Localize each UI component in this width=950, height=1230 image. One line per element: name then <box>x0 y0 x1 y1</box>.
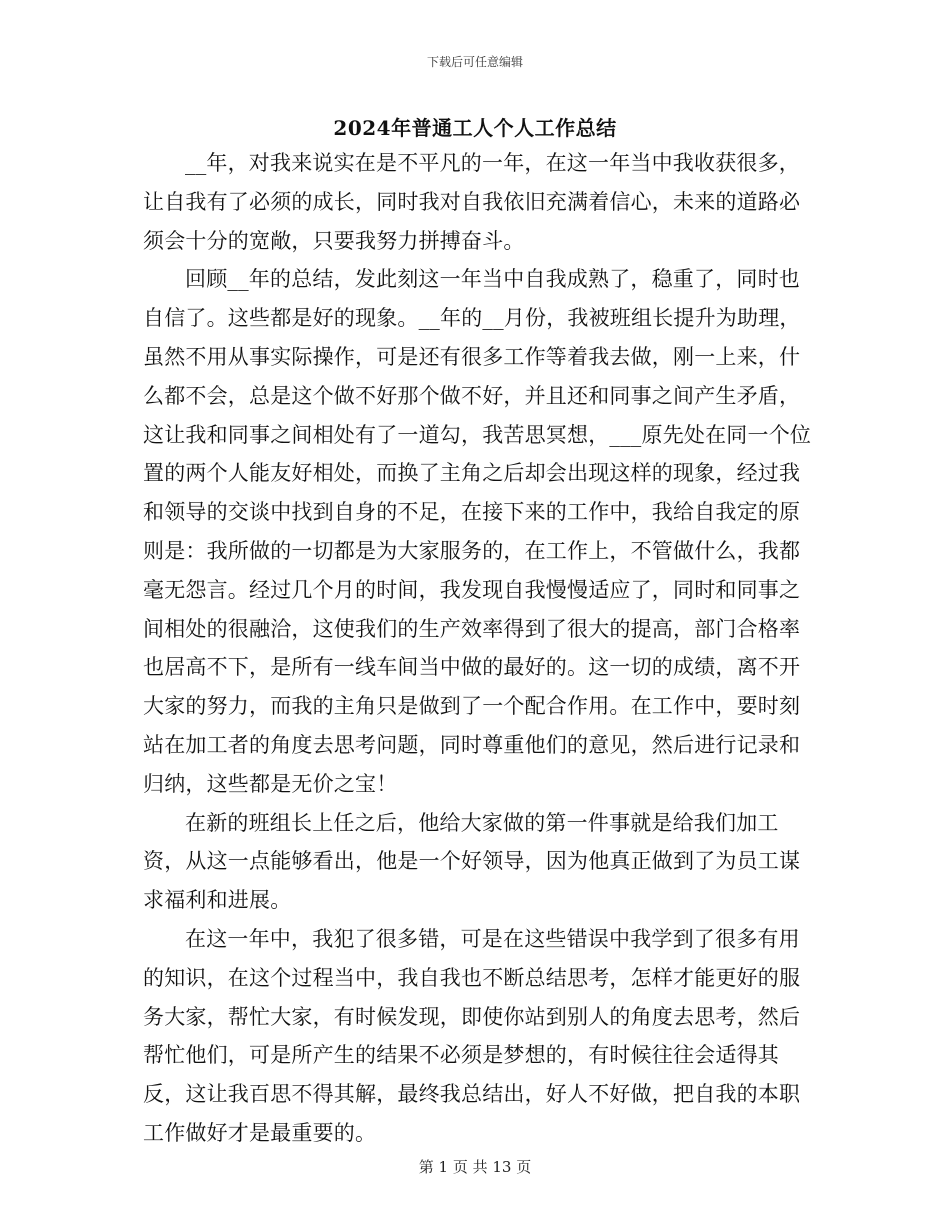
page-number-footer: 第 1 页 共 13 页 <box>418 1158 532 1176</box>
paragraph-1: __年，对我来说实在是不平凡的一年，在这一年当中我收获很多，让自我有了必须的成长，同时我对自我依旧充满着信心，未来的道路必须会十分的宽敞，只要我努力拼搏奋斗。 <box>143 151 801 253</box>
paragraph-4: 在这一年中，我犯了很多错，可是在这些错误中我学到了很多有用的知识，在这个过程当中，我自我也不断总结思考，怎样才能更好的服务大家，帮忙大家，有时候发现，即使你站到别人的角度去思考，然后帮忙他们，可是所产生的结果不必须是梦想的，有时候往往会适得其反，这让我百思不得其解，最终我总结出，好人不好做，把自我的本职工作做好才是最重要的。 <box>143 926 801 1145</box>
paragraph-2: 回顾__年的总结，发此刻这一年当中自我成熟了，稳重了，同时也自信了。这些都是好的现象。__年的__月份，我被班组长提升为助理，虽然不用从事实际操作，可是还有很多工作等着我去做，刚一上来，什么都不会，总是这个做不好那个做不好，并且还和同事之间产生矛盾，这让我和同事之间相处有了一道勾，我苦思冥想，___原先处在同一个位置的两个人能友好相处，而换了主角之后却会出现这样的现象，经过我和领导的交谈中找到自身的不足，在接下来的工作中，我给自我定的原则是：我所做的一切都是为大家服务的，在工作上，不管做什么，我都毫无怨言。经过几个月的时间，我发现自我慢慢适应了，同时和同事之间相处的很融洽，这使我们的生产效率得到了很大的提高，部门合格率也居高不下，是所有一线车间当中做的最好的。这一切的成绩，离不开大家的努力，而我的主角只是做到了一个配合作用。在工作中，要时刻站在加工者的角度去思考问题，同时尊重他们的意见，然后进行记录和归纳，这些都是无价之宝！ <box>143 267 812 796</box>
header-note: 下载后可任意编辑 <box>426 55 523 69</box>
document-title: 2024年普通工人个人工作总结 <box>333 116 617 140</box>
paragraph-3: 在新的班组长上任之后，他给大家做的第一件事就是给我们加工资，从这一点能够看出，他是一个好领导，因为他真正做到了为员工谋求福利和进展。 <box>143 810 801 913</box>
document-body <box>143 144 813 1153</box>
